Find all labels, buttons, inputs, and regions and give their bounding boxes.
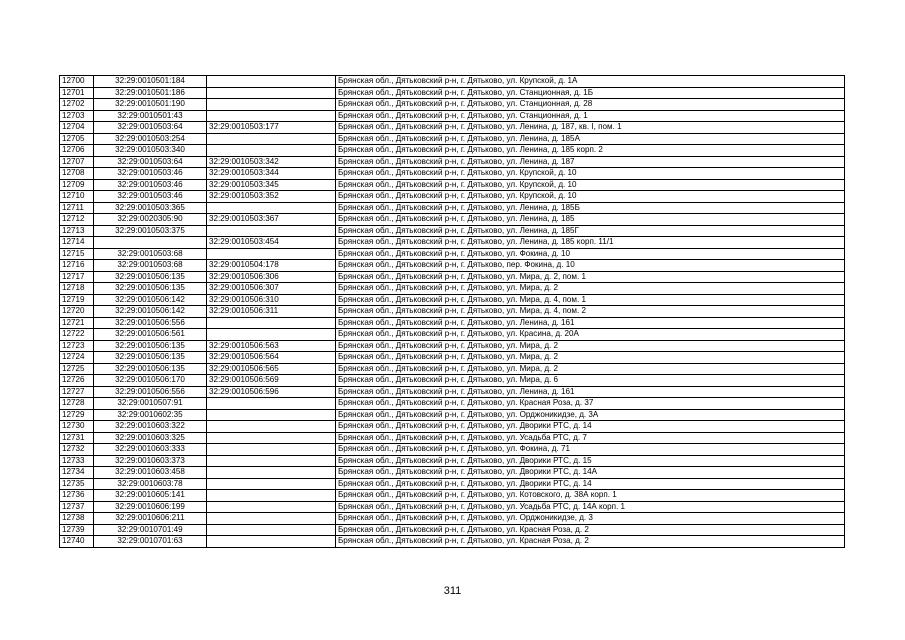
table-row — [60, 260, 845, 272]
row-number-cell: 12702 — [60, 99, 94, 111]
related-cadastral-number-cell — [207, 87, 336, 99]
address-cell: Брянская обл., Дятьковский р-н, г. Дятьково, ул. Мира, д. 4, пом. 2 — [336, 306, 845, 318]
related-cadastral-number-cell — [207, 513, 336, 525]
table-row — [60, 444, 845, 456]
related-cadastral-number-cell — [207, 202, 336, 214]
address-cell: Брянская обл., Дятьковский р-н, г. Дятьково, ул. Ленина, д. 185 — [336, 214, 845, 226]
address-cell: Брянская обл., Дятьковский р-н, г. Дятьково, ул. Крупской, д. 10 — [336, 168, 845, 180]
cadastral-number-cell: 32:29:0010506:142 — [94, 306, 207, 318]
row-number-cell: 12737 — [60, 501, 94, 513]
cadastral-number-cell: 32:29:0010605:141 — [94, 490, 207, 502]
address-cell: Брянская обл., Дятьковский р-н, г. Дятьково, ул. Ленина, д. 185А — [336, 133, 845, 145]
address-cell: Брянская обл., Дятьковский р-н, г. Дятьково, ул. Ленина, д. 187 — [336, 156, 845, 168]
address-cell: Брянская обл., Дятьковский р-н, г. Дятьково, ул. Ленина, д. 185Г — [336, 225, 845, 237]
related-cadastral-number-cell — [207, 455, 336, 467]
address-cell: Брянская обл., Дятьковский р-н, г. Дятьково, ул. Фокина, д. 71 — [336, 444, 845, 456]
cadastral-number-cell: 32:29:0010507:91 — [94, 398, 207, 410]
cadastral-number-cell: 32:29:0010606:211 — [94, 513, 207, 525]
row-number-cell: 12726 — [60, 375, 94, 387]
related-cadastral-number-cell — [207, 490, 336, 502]
cadastral-number-cell: 32:29:0010506:556 — [94, 317, 207, 329]
row-number-cell: 12707 — [60, 156, 94, 168]
row-number-cell: 12735 — [60, 478, 94, 490]
address-cell: Брянская обл., Дятьковский р-н, г. Дятьково, ул. Орджоникидзе, д. 3 — [336, 513, 845, 525]
table-row — [60, 87, 845, 99]
table-row — [60, 156, 845, 168]
table-row — [60, 421, 845, 433]
related-cadastral-number-cell — [207, 467, 336, 479]
related-cadastral-number-cell — [207, 421, 336, 433]
cadastral-number-cell: 32:29:0010506:135 — [94, 363, 207, 375]
related-cadastral-number-cell: 32:29:0010503:367 — [207, 214, 336, 226]
table-row — [60, 409, 845, 421]
address-cell: Брянская обл., Дятьковский р-н, г. Дятьково, ул. Дворики РТС, д. 14 — [336, 421, 845, 433]
table-row — [60, 478, 845, 490]
address-cell: Брянская обл., Дятьковский р-н, г. Дятьково, ул. Ленина, д. 161 — [336, 386, 845, 398]
table-row — [60, 179, 845, 191]
table-row — [60, 271, 845, 283]
row-number-cell: 12700 — [60, 76, 94, 88]
row-number-cell: 12738 — [60, 513, 94, 525]
address-cell: Брянская обл., Дятьковский р-н, г. Дятьково, ул. Крупской, д. 10 — [336, 179, 845, 191]
address-cell: Брянская обл., Дятьковский р-н, г. Дятьково, ул. Красная Роза, д. 2 — [336, 524, 845, 536]
cadastral-number-cell: 32:29:0010602:35 — [94, 409, 207, 421]
related-cadastral-number-cell: 32:29:0010503:342 — [207, 156, 336, 168]
table-row — [60, 306, 845, 318]
related-cadastral-number-cell: 32:29:0010503:352 — [207, 191, 336, 203]
cadastral-number-cell: 32:29:0010603:333 — [94, 444, 207, 456]
table-row — [60, 133, 845, 145]
row-number-cell: 12712 — [60, 214, 94, 226]
cadastral-number-cell: 32:29:0010506:135 — [94, 352, 207, 364]
table-row — [60, 513, 845, 525]
address-cell: Брянская обл., Дятьковский р-н, г. Дятьково, ул. Крупской, д. 10 — [336, 191, 845, 203]
table-row — [60, 99, 845, 111]
table-row — [60, 375, 845, 387]
address-cell: Брянская обл., Дятьковский р-н, г. Дятьково, ул. Красина, д. 20А — [336, 329, 845, 341]
table-row — [60, 363, 845, 375]
table-row — [60, 352, 845, 364]
related-cadastral-number-cell: 32:29:0010506:307 — [207, 283, 336, 295]
address-cell: Брянская обл., Дятьковский р-н, г. Дятьково, ул. Мира, д. 2 — [336, 352, 845, 364]
row-number-cell: 12704 — [60, 122, 94, 134]
address-cell: Брянская обл., Дятьковский р-н, г. Дятьково, ул. Мира, д. 6 — [336, 375, 845, 387]
cadastral-number-cell: 32:29:0010503:46 — [94, 191, 207, 203]
related-cadastral-number-cell — [207, 76, 336, 88]
register-table-body — [60, 76, 845, 548]
related-cadastral-number-cell — [207, 536, 336, 548]
address-cell: Брянская обл., Дятьковский р-н, г. Дятьково, ул. Мира, д. 2 — [336, 283, 845, 295]
table-row — [60, 122, 845, 134]
address-cell: Брянская обл., Дятьковский р-н, г. Дятьково, ул. Дворики РТС, д. 14 — [336, 478, 845, 490]
row-number-cell: 12727 — [60, 386, 94, 398]
row-number-cell: 12705 — [60, 133, 94, 145]
table-row — [60, 490, 845, 502]
related-cadastral-number-cell: 32:29:0010506:563 — [207, 340, 336, 352]
cadastral-number-cell — [94, 237, 207, 249]
register-table — [59, 75, 845, 548]
row-number-cell: 12715 — [60, 248, 94, 260]
address-cell: Брянская обл., Дятьковский р-н, г. Дятьково, ул. Ленина, д. 185Б — [336, 202, 845, 214]
address-cell: Брянская обл., Дятьковский р-н, г. Дятьково, ул. Станционная, д. 28 — [336, 99, 845, 111]
row-number-cell: 12725 — [60, 363, 94, 375]
cadastral-number-cell: 32:29:0010701:49 — [94, 524, 207, 536]
table-row — [60, 214, 845, 226]
cadastral-number-cell: 32:29:0010503:64 — [94, 156, 207, 168]
related-cadastral-number-cell — [207, 329, 336, 341]
cadastral-number-cell: 32:29:0010506:170 — [94, 375, 207, 387]
cadastral-number-cell: 32:29:0010506:556 — [94, 386, 207, 398]
row-number-cell: 12719 — [60, 294, 94, 306]
cadastral-number-cell: 32:29:0010603:78 — [94, 478, 207, 490]
cadastral-number-cell: 32:29:0010501:190 — [94, 99, 207, 111]
table-row — [60, 145, 845, 157]
row-number-cell: 12739 — [60, 524, 94, 536]
table-row — [60, 283, 845, 295]
row-number-cell: 12701 — [60, 87, 94, 99]
related-cadastral-number-cell — [207, 444, 336, 456]
related-cadastral-number-cell: 32:29:0010506:306 — [207, 271, 336, 283]
table-row — [60, 536, 845, 548]
related-cadastral-number-cell: 32:29:0010503:454 — [207, 237, 336, 249]
address-cell: Брянская обл., Дятьковский р-н, г. Дятьково, ул. Станционная, д. 1 — [336, 110, 845, 122]
address-cell: Брянская обл., Дятьковский р-н, г. Дятьково, ул. Орджоникидзе, д. 3А — [336, 409, 845, 421]
related-cadastral-number-cell — [207, 432, 336, 444]
cadastral-number-cell: 32:29:0010501:184 — [94, 76, 207, 88]
related-cadastral-number-cell — [207, 110, 336, 122]
address-cell: Брянская обл., Дятьковский р-н, г. Дятьково, ул. Крупской, д. 1А — [336, 76, 845, 88]
related-cadastral-number-cell — [207, 99, 336, 111]
related-cadastral-number-cell — [207, 398, 336, 410]
cadastral-number-cell: 32:29:0010603:322 — [94, 421, 207, 433]
page-number: 311 — [443, 585, 462, 597]
cadastral-number-cell: 32:29:0010603:373 — [94, 455, 207, 467]
table-row — [60, 202, 845, 214]
related-cadastral-number-cell — [207, 409, 336, 421]
related-cadastral-number-cell: 32:29:0010503:344 — [207, 168, 336, 180]
row-number-cell: 12709 — [60, 179, 94, 191]
row-number-cell: 12724 — [60, 352, 94, 364]
cadastral-number-cell: 32:29:0010606:199 — [94, 501, 207, 513]
row-number-cell: 12723 — [60, 340, 94, 352]
cadastral-number-cell: 32:29:0010501:186 — [94, 87, 207, 99]
cadastral-number-cell: 32:29:0010503:254 — [94, 133, 207, 145]
row-number-cell: 12703 — [60, 110, 94, 122]
table-row — [60, 398, 845, 410]
table-row — [60, 237, 845, 249]
related-cadastral-number-cell: 32:29:0010506:569 — [207, 375, 336, 387]
address-cell: Брянская обл., Дятьковский р-н, г. Дятьково, ул. Котовского, д. 38А корп. 1 — [336, 490, 845, 502]
table-row — [60, 294, 845, 306]
cadastral-number-cell: 32:29:0010506:135 — [94, 283, 207, 295]
row-number-cell: 12708 — [60, 168, 94, 180]
table-row — [60, 225, 845, 237]
address-cell: Брянская обл., Дятьковский р-н, г. Дятьково, ул. Красная Роза, д. 37 — [336, 398, 845, 410]
related-cadastral-number-cell: 32:29:0010503:177 — [207, 122, 336, 134]
row-number-cell: 12706 — [60, 145, 94, 157]
related-cadastral-number-cell: 32:29:0010506:310 — [207, 294, 336, 306]
address-cell: Брянская обл., Дятьковский р-н, г. Дятьково, ул. Мира, д. 2, пом. 1 — [336, 271, 845, 283]
table-row — [60, 329, 845, 341]
row-number-cell: 12710 — [60, 191, 94, 203]
address-cell: Брянская обл., Дятьковский р-н, г. Дятьково, ул. Дворики РТС, д. 14А — [336, 467, 845, 479]
table-row — [60, 191, 845, 203]
table-row — [60, 317, 845, 329]
related-cadastral-number-cell: 32:29:0010503:345 — [207, 179, 336, 191]
row-number-cell: 12722 — [60, 329, 94, 341]
address-cell: Брянская обл., Дятьковский р-н, г. Дятьково, ул. Усадьба РТС, д. 7 — [336, 432, 845, 444]
cadastral-number-cell: 32:29:0010501:43 — [94, 110, 207, 122]
related-cadastral-number-cell — [207, 478, 336, 490]
related-cadastral-number-cell: 32:29:0010506:564 — [207, 352, 336, 364]
cadastral-number-cell: 32:29:0010506:135 — [94, 271, 207, 283]
cadastral-number-cell: 32:29:0010506:135 — [94, 340, 207, 352]
row-number-cell: 12713 — [60, 225, 94, 237]
cadastral-number-cell: 32:29:0010503:68 — [94, 248, 207, 260]
address-cell: Брянская обл., Дятьковский р-н, г. Дятьково, ул. Мира, д. 2 — [336, 340, 845, 352]
address-cell: Брянская обл., Дятьковский р-н, г. Дятьково, ул. Ленина, д. 187, кв. I, пом. 1 — [336, 122, 845, 134]
related-cadastral-number-cell — [207, 145, 336, 157]
cadastral-number-cell: 32:29:0010503:64 — [94, 122, 207, 134]
address-cell: Брянская обл., Дятьковский р-н, г. Дятьково, ул. Усадьба РТС, д. 14А корп. 1 — [336, 501, 845, 513]
row-number-cell: 12718 — [60, 283, 94, 295]
cadastral-number-cell: 32:29:0010503:365 — [94, 202, 207, 214]
row-number-cell: 12729 — [60, 409, 94, 421]
row-number-cell: 12716 — [60, 260, 94, 272]
table-row — [60, 501, 845, 513]
row-number-cell: 12728 — [60, 398, 94, 410]
table-row — [60, 340, 845, 352]
related-cadastral-number-cell — [207, 133, 336, 145]
address-cell: Брянская обл., Дятьковский р-н, г. Дятьково, пер. Фокина, д. 10 — [336, 260, 845, 272]
address-cell: Брянская обл., Дятьковский р-н, г. Дятьково, ул. Ленина, д. 161 — [336, 317, 845, 329]
related-cadastral-number-cell: 32:29:0010506:565 — [207, 363, 336, 375]
address-cell: Брянская обл., Дятьковский р-н, г. Дятьково, ул. Ленина, д. 185 корп. 11/1 — [336, 237, 845, 249]
cadastral-number-cell: 32:29:0010503:340 — [94, 145, 207, 157]
row-number-cell: 12717 — [60, 271, 94, 283]
table-row — [60, 455, 845, 467]
table-row — [60, 386, 845, 398]
address-cell: Брянская обл., Дятьковский р-н, г. Дятьково, ул. Станционная, д. 1Б — [336, 87, 845, 99]
cadastral-number-cell: 32:29:0010506:142 — [94, 294, 207, 306]
table-row — [60, 110, 845, 122]
table-row — [60, 76, 845, 88]
related-cadastral-number-cell: 32:29:0010506:596 — [207, 386, 336, 398]
row-number-cell: 12711 — [60, 202, 94, 214]
address-cell: Брянская обл., Дятьковский р-н, г. Дятьково, ул. Дворики РТС, д. 15 — [336, 455, 845, 467]
related-cadastral-number-cell — [207, 524, 336, 536]
row-number-cell: 12720 — [60, 306, 94, 318]
row-number-cell: 12734 — [60, 467, 94, 479]
cadastral-number-cell: 32:29:0010503:46 — [94, 179, 207, 191]
related-cadastral-number-cell — [207, 317, 336, 329]
related-cadastral-number-cell — [207, 225, 336, 237]
cadastral-number-cell: 32:29:0010503:375 — [94, 225, 207, 237]
address-cell: Брянская обл., Дятьковский р-н, г. Дятьково, ул. Мира, д. 2 — [336, 363, 845, 375]
address-cell: Брянская обл., Дятьковский р-н, г. Дятьково, ул. Мира, д. 4, пом. 1 — [336, 294, 845, 306]
cadastral-number-cell: 32:29:0010506:561 — [94, 329, 207, 341]
table-row — [60, 524, 845, 536]
cadastral-number-cell: 32:29:0010603:458 — [94, 467, 207, 479]
address-cell: Брянская обл., Дятьковский р-н, г. Дятьково, ул. Ленина, д. 185 корп. 2 — [336, 145, 845, 157]
address-cell: Брянская обл., Дятьковский р-н, г. Дятьково, ул. Красная Роза, д. 2 — [336, 536, 845, 548]
related-cadastral-number-cell: 32:29:0010504:178 — [207, 260, 336, 272]
cadastral-number-cell: 32:29:0010701:63 — [94, 536, 207, 548]
cadastral-number-cell: 32:29:0010603:325 — [94, 432, 207, 444]
row-number-cell: 12714 — [60, 237, 94, 249]
cadastral-number-cell: 32:29:0010503:68 — [94, 260, 207, 272]
row-number-cell: 12740 — [60, 536, 94, 548]
related-cadastral-number-cell: 32:29:0010506:311 — [207, 306, 336, 318]
address-cell: Брянская обл., Дятьковский р-н, г. Дятьково, ул. Фокина, д. 10 — [336, 248, 845, 260]
table-row — [60, 432, 845, 444]
cadastral-number-cell: 32:29:0010503:46 — [94, 168, 207, 180]
related-cadastral-number-cell — [207, 501, 336, 513]
row-number-cell: 12736 — [60, 490, 94, 502]
table-row — [60, 467, 845, 479]
table-row — [60, 168, 845, 180]
cadastral-number-cell: 32:29:0020305:90 — [94, 214, 207, 226]
related-cadastral-number-cell — [207, 248, 336, 260]
row-number-cell: 12721 — [60, 317, 94, 329]
row-number-cell: 12733 — [60, 455, 94, 467]
row-number-cell: 12730 — [60, 421, 94, 433]
row-number-cell: 12732 — [60, 444, 94, 456]
table-row — [60, 248, 845, 260]
row-number-cell: 12731 — [60, 432, 94, 444]
